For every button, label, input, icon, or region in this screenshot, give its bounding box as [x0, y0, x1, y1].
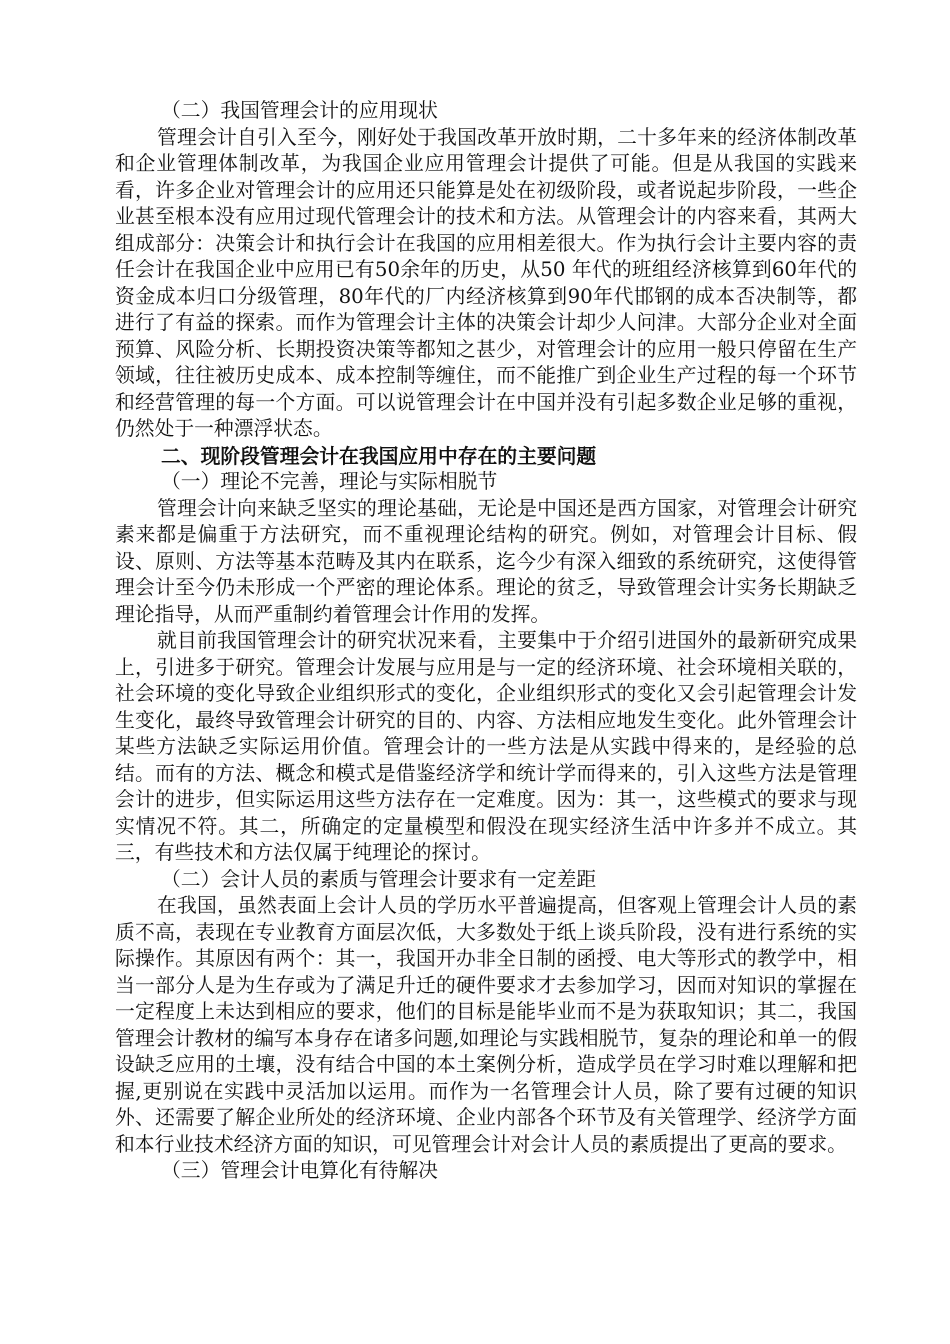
paragraph-theory: 管理会计向来缺乏坚实的理论基础，无论是中国还是西方国家，对管理会计研究素来都是偏重于方法研究，而不重视理论结构的研究。例如，对管理会计目标、假设、原则、方法等基本范畴及其内在联系，迄今少有深入细致的系统研究，这使得管理会计至今仍未形成一个严密的理论体系。理论的贫乏，导致管理会计实务长期缺乏理论指导，从而严重制约着管理会计作用的发挥。 — [115, 496, 857, 626]
paragraph-staff-quality: 在我国，虽然表面上会计人员的学历水平普遍提高，但客观上管理会计人员的素质不高，表现在专业教育方面层次低，大多数处于纸上谈兵阶段，没有进行系统的实际操作。其原因有两个：其一，我国开办非全日制的函授、电大等形式的教学中，相当一部分人是为生存或为了满足升迁的硬件要求才去参加学习，因而对知识的掌握在一定程度上未达到相应的要求，他们的目标是能毕业而不是为获取知识；其二，我国管理会计教材的编写本身存在诸多问题,如理论与实践相脱节，复杂的理论和单一的假设缺乏应用的土壤，没有结合中国的本土案例分析，造成学员在学习时难以理解和把握,更别说在实践中灵活加以运用。而作为一名管理会计人员，除了要有过硬的知识外、还需要了解企业所处的经济环境、企业内部各个环节及有关管理学、经济学方面和本行业技术经济方面的知识，可见管理会计对会计人员的素质提出了更高的要求。 — [115, 894, 857, 1156]
paragraph-application-status: 管理会计自引入至今，刚好处于我国改革开放时期，二十多年来的经济体制改革和企业管理体制改革，为我国企业应用管理会计提供了可能。但是从我国的实践来看，许多企业对管理会计的应用还只能算是处在初级阶段，或者说起步阶段，一些企业甚至根本没有应用过现代管理会计的技术和方法。从管理会计的内容来看，其两大组成部分：决策会计和执行会计在我国的应用相差很大。作为执行会计主要内容的责任会计在我国企业中应用已有50余年的历史，从50 年代的班组经济核算到60年代的资金成本归口分级管理，80年代的厂内经济核算到90年代邯钢的成本否决制等，都进行了有益的探索。而作为管理会计主体的决策会计却少人问津。大部分企业对全面预算、风险分析、长期投资决策等都知之甚少，对管理会计的应用一般只停留在生产领域，往往被历史成本、成本控制等缠住，而不能推广到企业生产过程的每一个环节和经营管理的每一个方面。可以说管理会计在中国并没有引起多数企业足够的重视，仍然处于一种漂浮状态。 — [115, 125, 857, 440]
document-body — [115, 98, 857, 1185]
subheading-theory: （一）理论不完善，理论与实际相脱节 — [161, 470, 498, 493]
subheading-application-status: （二）我国管理会计的应用现状 — [161, 99, 438, 122]
subheading-staff-quality: （二）会计人员的素质与管理会计要求有一定差距 — [161, 867, 597, 891]
paragraph-research-status: 就目前我国管理会计的研究状况来看，主要集中于介绍引进国外的最新研究成果上，引进多于研究。管理会计发展与应用是与一定的经济环境、社会环境相关联的，社会环境的变化导致企业组织形式的变化，企业组织形式的变化又会引起管理会计发生变化，最终导致管理会计研究的目的、内容、方法相应地发生变化。此外管理会计某些方法缺乏实际运用价值。管理会计的一些方法是从实践中得来的，是经验的总结。而有的方法、概念和模式是借鉴经济学和统计学而得来的，引入这些方法是管理会计的进步，但实际运用这些方法存在一定难度。因为：其一，这些模式的要求与现实情况不符。其二，所确定的定量模型和假没在现实经济生活中许多并不成立。其三，有些技术和方法仅属于纯理论的探讨。 — [115, 629, 857, 864]
subheading-computerization: （三）管理会计电算化有待解决 — [161, 1159, 438, 1182]
section-heading-main-problems: 二、现阶段管理会计在我国应用中存在的主要问题 — [161, 443, 597, 468]
